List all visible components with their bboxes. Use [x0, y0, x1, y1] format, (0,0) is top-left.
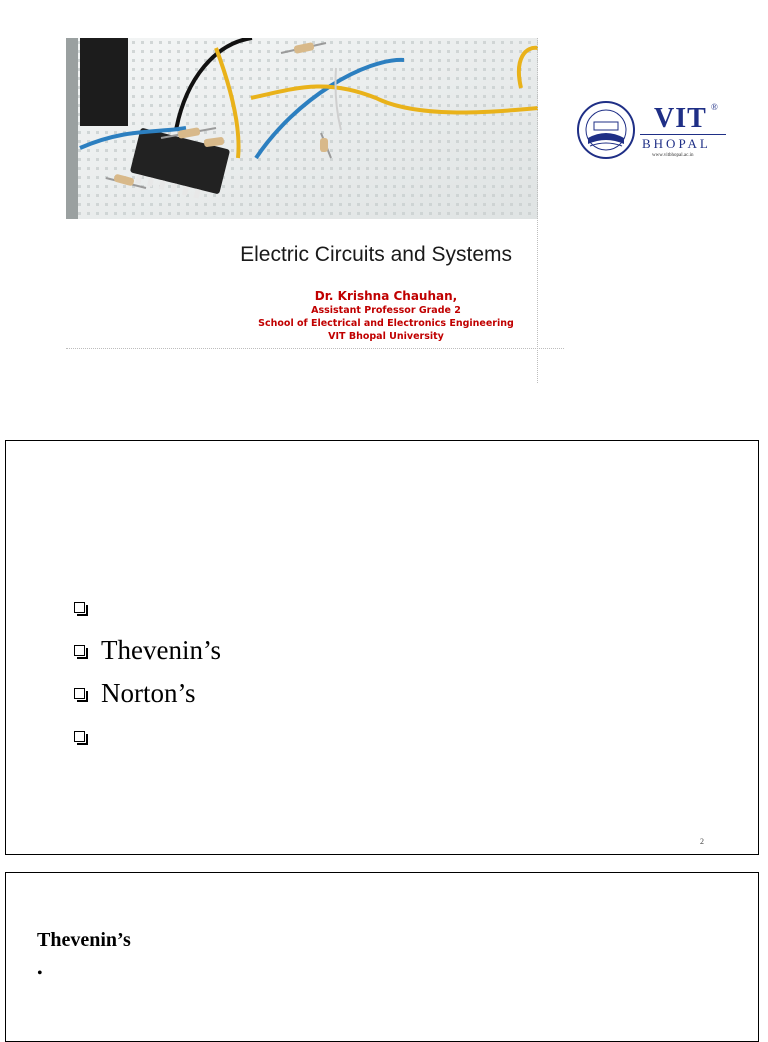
author-school: School of Electrical and Electronics Engineering: [258, 318, 514, 329]
list-item-text: Thevenin’s: [101, 635, 221, 665]
logo-url: www.vitbhopal.ac.in: [652, 153, 694, 158]
square-bullet-icon: [74, 602, 85, 613]
presentation-title: Electric Circuits and Systems: [240, 243, 512, 266]
list-item: [74, 586, 221, 629]
breadboard-photo: [66, 38, 538, 219]
university-seal-icon: [576, 100, 636, 160]
registered-mark: ®: [711, 102, 718, 112]
list-item: [74, 715, 221, 758]
author-university: VIT Bhopal University: [328, 331, 444, 342]
horizontal-guide-line: [66, 348, 564, 349]
logo-city: BHOPAL: [642, 136, 711, 151]
bullet-dot: •: [37, 965, 43, 982]
author-name: Dr. Krishna Chauhan,: [314, 289, 458, 303]
square-bullet-icon: [74, 645, 85, 656]
thevenin-slide: [5, 872, 759, 1042]
logo-rule: [640, 134, 726, 135]
list-item: [74, 672, 221, 715]
square-bullet-icon: [74, 688, 85, 699]
vit-wordmark: VIT: [654, 103, 707, 134]
title-slide: [0, 0, 768, 400]
slide-heading: Thevenin’s: [37, 929, 131, 951]
square-bullet-icon: [74, 731, 85, 742]
author-role: Assistant Professor Grade 2: [311, 305, 461, 316]
page-number: 2: [700, 837, 704, 846]
list-item-text: Norton’s: [101, 678, 196, 708]
bullet-list: [74, 586, 221, 758]
list-item: [74, 629, 221, 672]
author-block: [200, 288, 572, 343]
agenda-slide: [5, 440, 759, 855]
breadboard-illustration: [66, 38, 538, 219]
